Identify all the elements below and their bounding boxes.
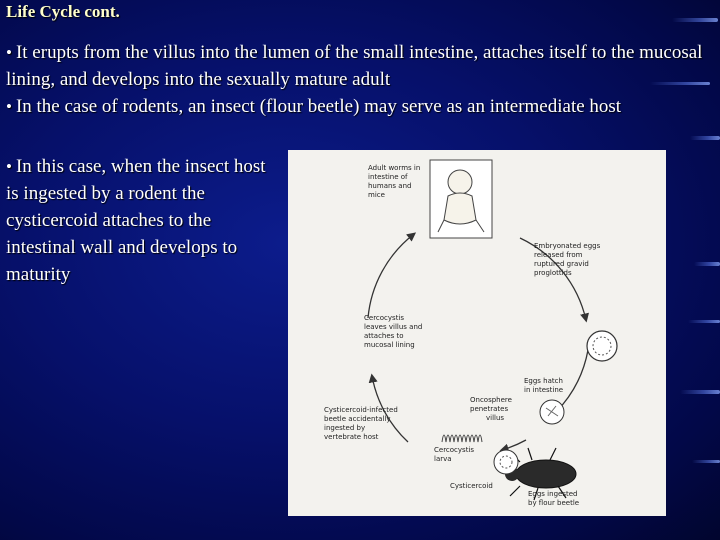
bullet-paragraph-erupts: [6, 39, 706, 93]
label-eggs-ingested: Eggs ingested by flour beetle: [528, 490, 580, 507]
bullet-icon: •: [6, 157, 12, 176]
label-cysticercoid: Cysticercoid: [450, 482, 493, 490]
hatching-egg-illustration: [540, 400, 564, 424]
bullet-text: In this case, when the insect host is ingested by a rodent the cysticercoid attaches to the intestinal wall and develops to maturity: [6, 156, 266, 285]
bullet-icon: •: [6, 97, 12, 116]
slide-title: Life Cycle cont.: [6, 2, 120, 21]
bullet-paragraph-rodents: [6, 93, 706, 120]
villi-illustration: [442, 435, 482, 442]
label-adult-worms: Adult worms in intestine of humans and mice: [368, 164, 421, 199]
human-infant-illustration: [430, 160, 492, 238]
life-cycle-diagram: [288, 150, 666, 516]
bullet-icon: •: [6, 43, 12, 62]
bullet-text: It erupts from the villus into the lumen of the small intestine, attaches itself to the mucosal lining, and develops into the sexually mature adult: [6, 42, 703, 90]
label-embryonated-eggs: Embryonated eggs released from ruptured gravid proglottids: [534, 242, 601, 277]
label-cercocystis-larva: Cercocystis larva: [434, 446, 475, 463]
bullet-text: In the case of rodents, an insect (flour beetle) may serve as an intermediate host: [15, 96, 622, 117]
label-cercocystis-leaves: Cercocystis leaves villus and attaches to mucosal lining: [364, 314, 423, 349]
ingested-egg-illustration: [494, 450, 518, 474]
bullet-paragraph-insect-host: [6, 153, 278, 288]
egg-illustration: [587, 331, 617, 361]
label-oncosphere: Oncosphere penetrates villus: [470, 396, 512, 422]
label-infected-beetle: Cysticercoid-infected beetle accidentally ingested by vertebrate host: [324, 406, 398, 441]
label-eggs-hatch: Eggs hatch in intestine: [524, 377, 564, 394]
